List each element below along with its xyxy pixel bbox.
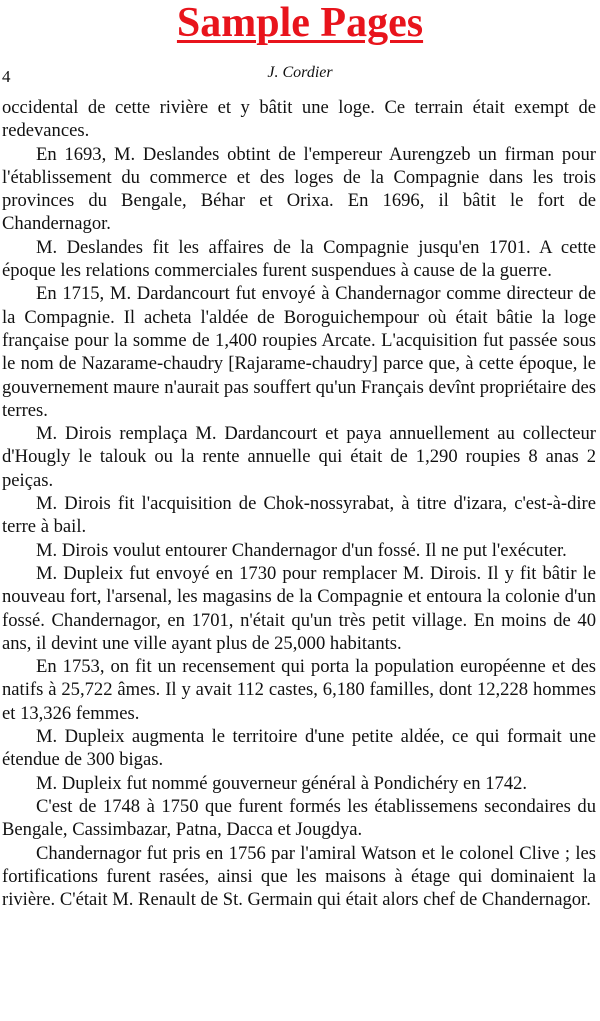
paragraph: En 1715, M. Dardancourt fut envoyé à Chandernagor comme directeur de la Compagnie. Il acheta l'aldée de Boroguichempour où était bâtie la loge française pour la somme de 1,400 roupies Arcate. L'acquisition fut passée sous le nom de Nazarame-chaudry [Rajarame-chaudry] parce que, à cette époque, le gouvernement maure n'aurait pas souffert qu'un Français devînt propriétaire des terres. [2, 283, 596, 421]
paragraph: En 1693, M. Deslandes obtint de l'empereur Aurengzeb un firman pour l'établissement du commerce et des loges de la Compagnie dans les trois provinces du Bengale, Béhar et Orixa. En 1696, il bâtit le fort de Chandernagor. [2, 143, 596, 235]
running-header [0, 62, 600, 84]
paragraph: M. Dupleix fut envoyé en 1730 pour remplacer M. Dirois. Il y fit bâtir le nouveau fort, l'arsenal, les magasins de la Compagnie et entoura la colonie d'un fossé. Chandernagor, en 1701, n'était qu'un très petit village. En moins de 40 ans, il devint une ville ayant plus de 25,000 habitants. [2, 562, 596, 654]
paragraph: M. Dirois fit l'acquisition de Chok-nossyrabat, à titre d'izara, c'est-à-dire terre à bail. [2, 493, 596, 538]
body-text [2, 96, 596, 911]
paragraph: M. Dirois voulut entourer Chandernagor d'un fossé. Il ne put l'exécuter. [36, 539, 567, 561]
paragraph: M. Deslandes fit les affaires de la Compagnie jusqu'en 1701. A cette époque les relations commerciales furent suspendues à cause de la guerre. [2, 236, 596, 282]
paragraph: M. Dupleix augmenta le territoire d'une petite aldée, ce qui formait une étendue de 300 bigas. [2, 726, 596, 771]
paragraph: M. Dupleix fut nommé gouverneur général à Pondichéry en 1742. [36, 772, 528, 794]
paragraph: En 1753, on fit un recensement qui porta la population européenne et des natifs à 25,722 âmes. Il y avait 112 castes, 6,180 familles, dont 12,228 hommes et 13,326 femmes. [2, 656, 596, 724]
running-author: J. Cordier [267, 64, 333, 81]
paragraph: M. Dirois remplaça M. Dardancourt et paya annuellement au collecteur d'Hougly le talouk ou la rente annuelle qui était de 1,290 roupies 8 anas 2 peiças. [2, 423, 596, 491]
paragraph: Chandernagor fut pris en 1756 par l'amiral Watson et le colonel Clive ; les fortifications furent rasées, ainsi que les maisons à étage qui dominaient la rivière. C'était M. Renault de St. Germain qui était alors chef de Chandernagor. [2, 842, 596, 911]
sample-pages-banner: Sample Pages [176, 0, 424, 46]
paragraph: occidental de cette rivière et y bâtit une loge. Ce terrain était exempt de redevances. [2, 97, 596, 142]
page-number: 4 [2, 67, 11, 86]
paragraph: C'est de 1748 à 1750 que furent formés les établissemens secondaires du Bengale, Cassimbazar, Patna, Dacca et Jougdya. [2, 795, 596, 841]
